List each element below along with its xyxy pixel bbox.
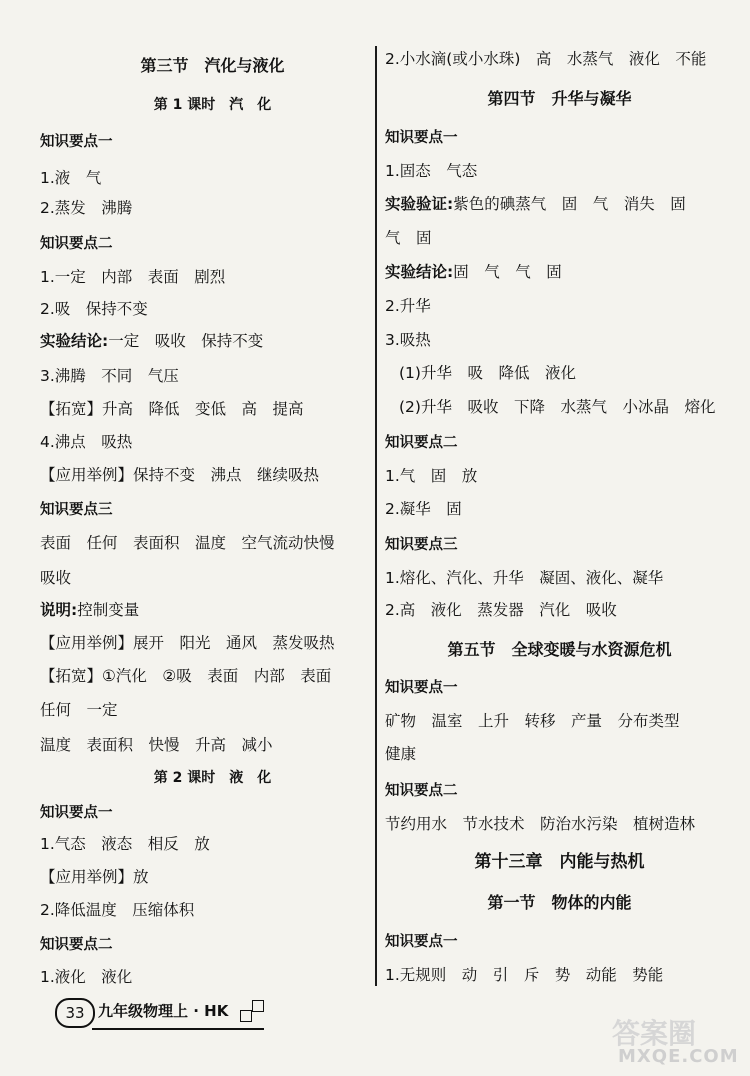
text-line: 吸收: [40, 569, 72, 587]
sub-answer-line: (2)升华 吸收 下降 水蒸气 小冰晶 熔化: [399, 398, 716, 416]
knowledge-point-heading: 知识要点一: [40, 805, 113, 821]
text-line: 2.蒸发 沸腾: [40, 199, 133, 217]
answer-label: 说明:: [40, 601, 78, 619]
text-line: 【拓宽】升高 降低 变低 高 提高: [40, 400, 304, 418]
knowledge-point-heading: 知识要点三: [385, 537, 458, 553]
text-line: 1.液化 液化: [40, 968, 133, 986]
text-line: 节约用水 节水技术 防治水污染 植树造林: [385, 815, 696, 833]
knowledge-point-heading: 知识要点二: [385, 783, 458, 799]
text-line: 2.小水滴(或小水珠) 高 水蒸气 液化 不能: [385, 50, 707, 68]
section-title: 第四节 升华与凝华: [487, 89, 632, 108]
text-line: 1.一定 内部 表面 剧烈: [40, 268, 226, 286]
column-divider: [375, 46, 377, 986]
section-title: 第三节 汽化与液化: [140, 56, 285, 75]
text-line: 2.凝华 固: [385, 500, 462, 518]
sub-answer-line: (1)升华 吸 降低 液化: [399, 364, 576, 382]
lesson-title: 第 2 课时 液 化: [153, 770, 272, 786]
watermark-big-text: 答案圈: [612, 1017, 697, 1050]
answer-label: 实验结论:: [40, 332, 109, 350]
answer-text: 控制变量: [77, 601, 140, 619]
text-line: 1.无规则 动 引 斥 势 动能 势能: [385, 966, 664, 984]
knowledge-point-heading: 知识要点二: [40, 937, 113, 953]
knowledge-point-heading: 知识要点一: [40, 134, 113, 150]
text-line: 1.气 固 放: [385, 467, 478, 485]
answer-label: 实验验证:: [385, 195, 454, 213]
labeled-answer-line: [40, 331, 370, 351]
text-line: 2.高 液化 蒸发器 汽化 吸收: [385, 601, 617, 619]
labeled-answer-line: [40, 600, 370, 620]
answer-text: 固 气 气 固: [453, 263, 562, 281]
text-line: 1.固态 气态: [385, 162, 478, 180]
text-line: 2.吸 保持不变: [40, 300, 148, 318]
text-line: 2.降低温度 压缩体积: [40, 901, 195, 919]
text-line: 3.吸热: [385, 331, 431, 349]
section-title: 第一节 物体的内能: [487, 893, 632, 912]
text-line: 表面 任何 表面积 温度 空气流动快慢: [40, 534, 335, 552]
knowledge-point-heading: 知识要点二: [40, 236, 113, 252]
text-line: 2.升华: [385, 297, 431, 315]
text-line: 3.沸腾 不同 气压: [40, 367, 179, 385]
book-title: 九年级物理上 · HK: [98, 1002, 229, 1020]
answer-text: 一定 吸收 保持不变: [108, 332, 264, 350]
footer-box-decoration: [240, 1010, 252, 1022]
text-line: 矿物 温室 上升 转移 产量 分布类型: [385, 712, 680, 730]
text-line: 健康: [385, 745, 417, 763]
text-line: 1.气态 液态 相反 放: [40, 835, 210, 853]
lesson-title: 第 1 课时 汽 化: [153, 97, 272, 113]
footer-underline: [92, 1028, 264, 1030]
footer-box-decoration: [252, 1000, 264, 1012]
section-title: 第五节 全球变暖与水资源危机: [447, 640, 672, 659]
text-line: 温度 表面积 快慢 升高 减小: [40, 736, 273, 754]
text-line: 气 固: [385, 229, 432, 247]
page-number: 33: [55, 998, 95, 1028]
watermark-url: MXQE.COM: [618, 1046, 739, 1067]
knowledge-point-heading: 知识要点三: [40, 502, 113, 518]
answer-text: 紫色的碘蒸气 固 气 消失 固: [453, 195, 686, 213]
text-line: 【拓宽】①汽化 ②吸 表面 内部 表面: [40, 667, 332, 685]
text-line: 1.熔化、汽化、升华 凝固、液化、凝华: [385, 569, 664, 587]
chapter-title: 第十三章 内能与热机: [474, 852, 645, 872]
watermark-logo: [600, 1010, 745, 1070]
text-line: 【应用举例】展开 阳光 通风 蒸发吸热: [40, 634, 335, 652]
labeled-answer-line: [385, 194, 725, 214]
text-line: 【应用举例】放: [40, 868, 149, 886]
knowledge-point-heading: 知识要点二: [385, 435, 458, 451]
answer-label: 实验结论:: [385, 263, 454, 281]
knowledge-point-heading: 知识要点一: [385, 680, 458, 696]
labeled-answer-line: [385, 262, 725, 282]
text-line: 4.沸点 吸热: [40, 433, 133, 451]
knowledge-point-heading: 知识要点一: [385, 130, 458, 146]
knowledge-point-heading: 知识要点一: [385, 934, 458, 950]
text-line: 任何 一定: [40, 701, 118, 719]
text-line: 1.液 气: [40, 169, 102, 187]
text-line: 【应用举例】保持不变 沸点 继续吸热: [40, 466, 320, 484]
